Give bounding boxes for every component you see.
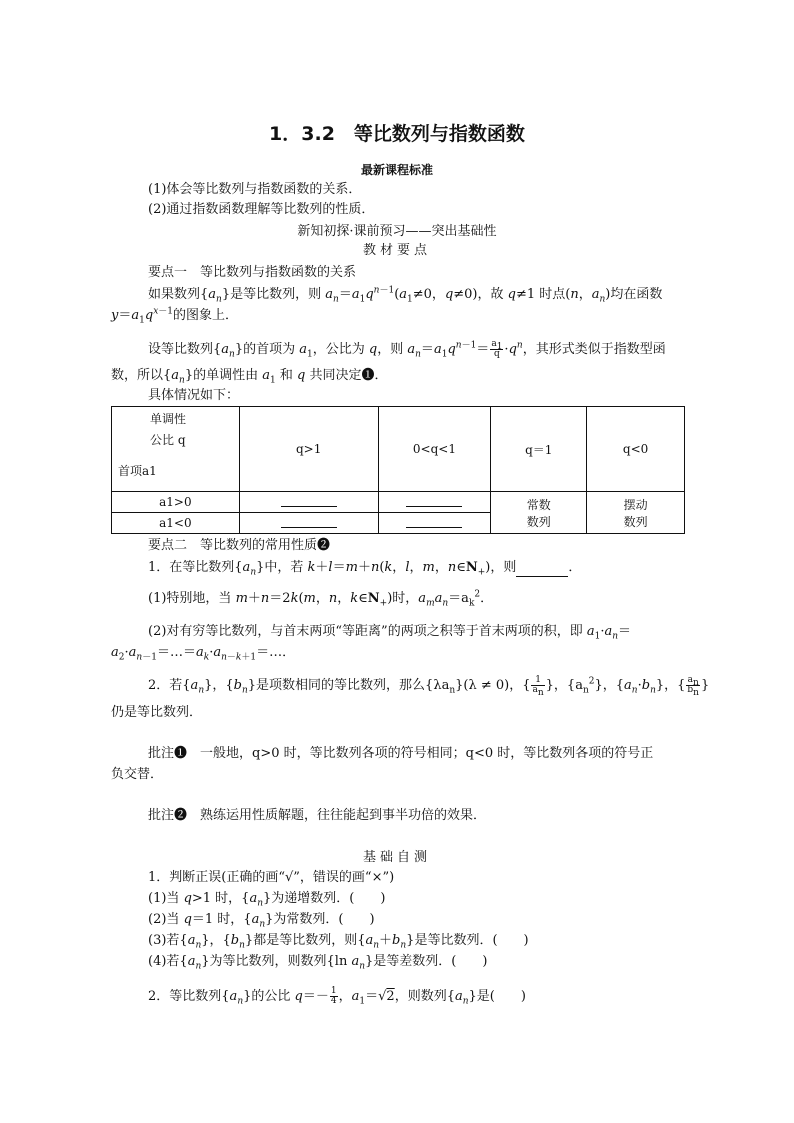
self-test-q1-item4: (4)若$\{a_n\}$为等比数列，则数列{ln $a_n$}是等差数列．( ) [148, 954, 488, 972]
row-header-a1-positive: a1>0 [112, 492, 240, 513]
self-test-heading: 基础自测 [362, 850, 431, 865]
point1-paragraph1-line1: 如果数列$\{a_n\}$是等比数列，则 $a_n=a_1q^{n-1}(a_1\ne 0$，q≠0)，故 q≠1 时点(n，$a_n$)均在函数 [148, 285, 663, 305]
header-monotonicity: 单调性 [150, 412, 187, 426]
swing-sequence-cell: 摆动 数列 [587, 492, 685, 534]
note1-line2: 负交替． [111, 767, 164, 782]
col-header-q-between: 0<q<1 [378, 407, 491, 492]
col-header-q-eq-1: q＝1 [491, 407, 587, 492]
constant-sequence-cell: 常数 数列 [491, 492, 587, 534]
monotonicity-table [111, 406, 685, 534]
header-first-term: 首项a1 [118, 464, 157, 478]
note1-label: 批注❶ [148, 746, 188, 761]
self-test-q1-item3: (3)若$\{a_n\}$，$\{b_n\}$都是等比数列，则$\{a_n+b_n\}$是等比数列．( ) [148, 933, 529, 951]
point2-heading: 要点二 等比数列的常用性质❷ [148, 538, 331, 553]
note2-text: 熟练运用性质解题，往往能起到事半功倍的效果． [200, 808, 487, 823]
note2-label: 批注❷ [148, 808, 188, 823]
page-title: 1．3.2 等比数列与指数函数 [269, 123, 525, 145]
point1-paragraph2-line1: 设等比数列$\{a_n\}$的首项为 $a_1$，公比为 q，则 $a_n=a_1q^{n-1}=$ $\frac{a_1}{q}$ $\cdot q^n$，其形式类似于指数型函 [148, 339, 666, 360]
header-ratio: 公比 q [150, 433, 186, 447]
point2-item1b-line2: $a_2\cdot a_{n-1}=\dots=a_k\cdot a_{n-k+1}=\dots$． [111, 645, 296, 663]
point1-paragraph2-line2: 数，所以$\{a_n\}$的单调性由 $a_1$ 和 q 共同决定❶． [111, 368, 388, 386]
self-test-q1-item2: (2)当 q＝1 时，$\{a_n\}$为常数列．( ) [148, 912, 375, 930]
point1-paragraph1-line2: $y=a_1q^{x-1}$的图象上． [111, 306, 239, 326]
point2-item1: 1．在等比数列$\{a_n\}$中，若 k＋l＝m＋n(k，l，m，$n\in N_+$)，则 ． [148, 560, 582, 578]
section-banner: 新知初探·课前预习——突出基础性 [297, 224, 497, 239]
standard-item-2: (2)通过指数函数理解等比数列的性质． [148, 202, 375, 217]
point1-heading: 要点一 等比数列与指数函数的关系 [148, 265, 357, 280]
note2 [148, 808, 486, 824]
note1: 批注❶ 一般地，q>0 时，等比数列各项的符号相同；q<0 时，等比数列各项的符号正 [148, 746, 654, 761]
answer-blank [281, 494, 337, 507]
self-test-q1: 1．判断正误(正确的画“√”，错误的画“×”) [148, 870, 395, 885]
answer-blank [406, 515, 462, 528]
self-test-q2: 2．等比数列$\{a_n\}$的公比 q＝－ $\frac{1}{4}$ ，$a_1=√2$，则数列$\{a_n\}$是( ) [148, 986, 526, 1007]
point1-paragraph3: 具体情况如下： [148, 388, 240, 403]
col-header-q-lt-0: q<0 [587, 407, 685, 492]
col-header-q-gt-1: q>1 [239, 407, 378, 492]
self-test-q1-item1: (1)当 q>1 时，$\{a_n\}$为递增数列．( ) [148, 891, 386, 909]
table-header-diagonal-cell [112, 407, 239, 491]
answer-blank [281, 515, 337, 528]
row-header-a1-negative: a1<0 [112, 513, 240, 534]
standard-item-1: (1)体会等比数列与指数函数的关系． [148, 182, 362, 197]
textbook-points-heading: 教材要点 [362, 243, 431, 258]
point2-item2-line1: 2．若$\{a_n\}$，$\{b_n\}$是项数相同的等比数列，那么$\{\lambda a_n\}(\lambda \ne 0)$，{ $\frac{1}{a_n}$ }，$\{a_n^2\}$，$\{a_n\cdot b_n\}$，{ $\frac{a_n}{b_n}$ } [148, 675, 710, 698]
standards-heading: 最新课程标准 [360, 163, 433, 177]
answer-blank [406, 494, 462, 507]
point2-item1a: (1)特别地，当 m＋n＝2k(m，n，$k\in N_+$)时，$a_ma_n=a_k^2$． [148, 589, 494, 609]
point2-item1b-line1: (2)对有穷等比数列，与首末两项“等距离”的两项之积等于首末两项的积，即 $a_1\cdot a_n=$ [148, 624, 632, 642]
point2-item2-line2: 仍是等比数列． [111, 705, 203, 720]
